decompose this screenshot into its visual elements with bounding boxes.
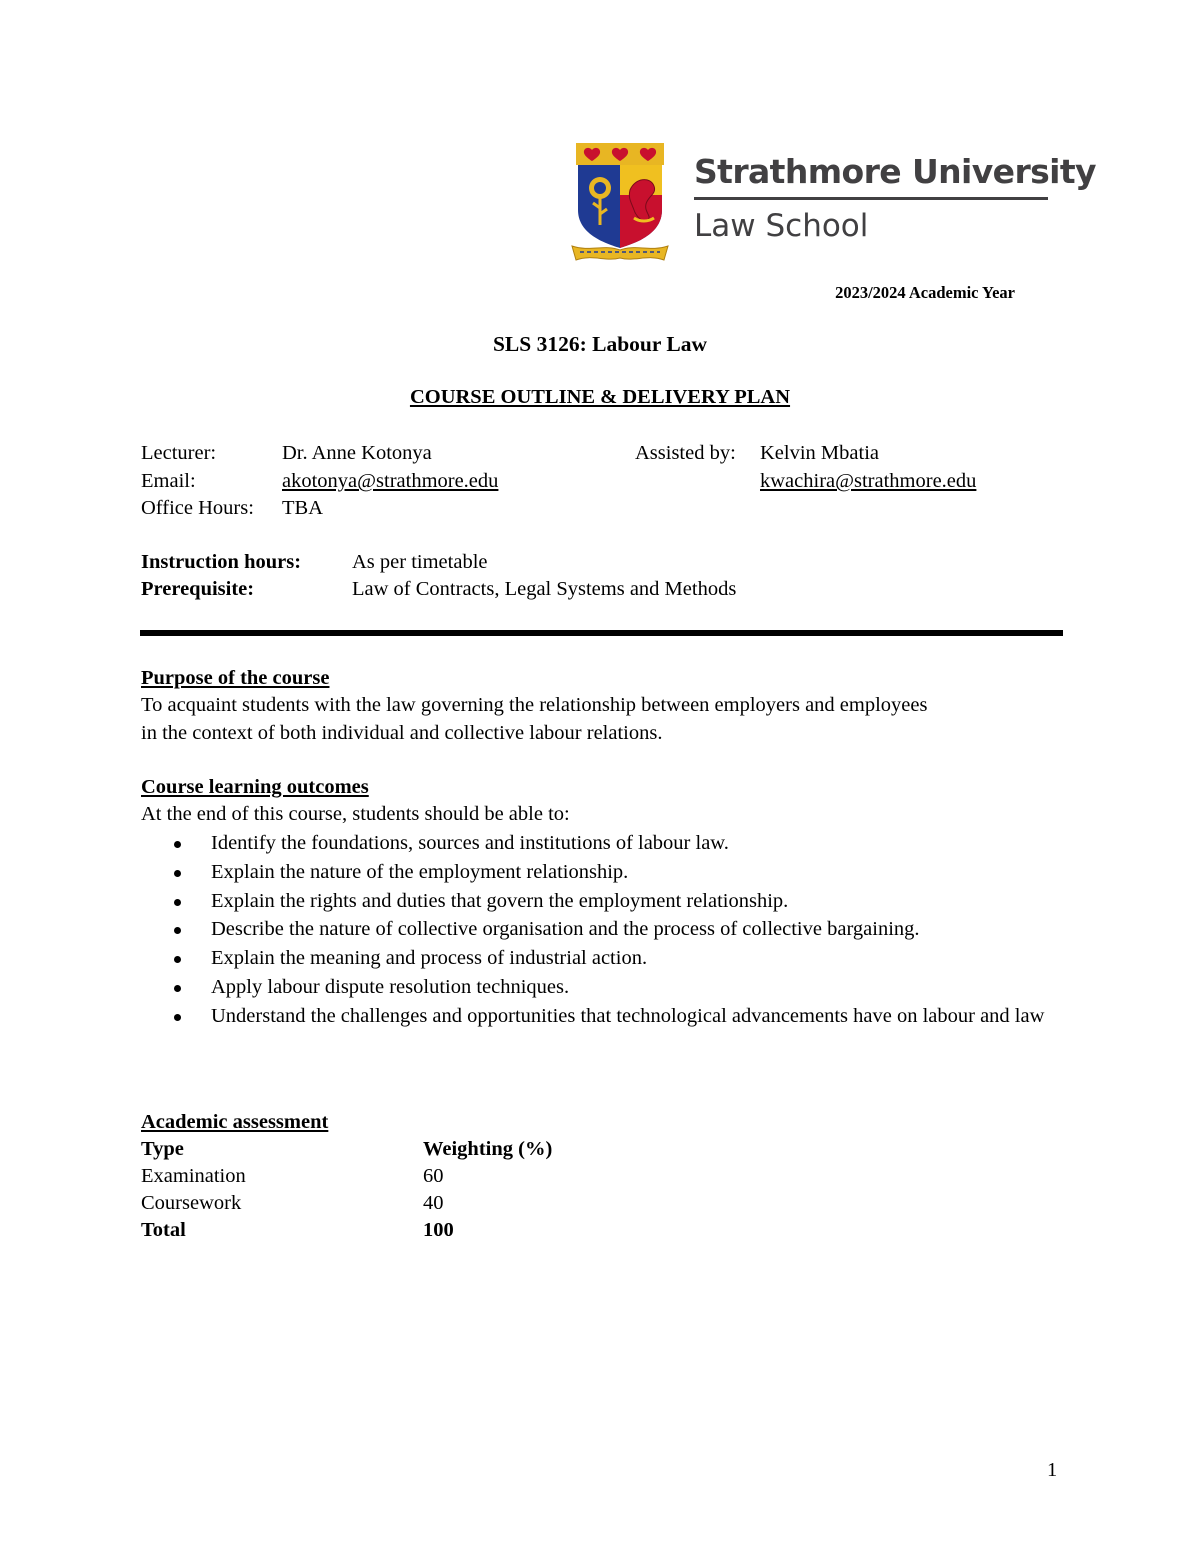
outcomes-heading: Course learning outcomes	[141, 776, 369, 798]
bullet-icon	[174, 927, 181, 934]
university-logo	[570, 140, 1096, 266]
assessment-row-weight: 60	[423, 1165, 444, 1187]
logo-divider	[694, 197, 1048, 200]
academic-year: 2023/2024 Academic Year	[835, 283, 1015, 302]
bullet-icon	[174, 985, 181, 992]
assessment-row-type: Examination	[141, 1165, 246, 1187]
purpose-text-line2: in the context of both individual and collective labour relations.	[141, 722, 663, 744]
assistant-name: Kelvin Mbatia	[760, 442, 879, 464]
list-item	[141, 944, 1061, 973]
list-item	[141, 829, 1061, 858]
outcome-text: Explain the rights and duties that govern the employment relationship.	[211, 889, 789, 912]
bullet-icon	[174, 841, 181, 848]
bullet-icon	[174, 899, 181, 906]
purpose-heading: Purpose of the course	[141, 667, 330, 689]
outcomes-intro: At the end of this course, students should be able to:	[141, 803, 570, 825]
outcomes-list	[141, 829, 1061, 1031]
section-divider	[140, 630, 1063, 636]
university-crest-icon	[570, 140, 670, 266]
prerequisite-value: Law of Contracts, Legal Systems and Methods	[352, 578, 737, 600]
purpose-text-line1: To acquaint students with the law governing the relationship between employers and employees	[141, 694, 928, 716]
bullet-icon	[174, 1014, 181, 1021]
logo-university-name: Strathmore University	[694, 152, 1096, 191]
outcome-text: Apply labour dispute resolution techniques.	[211, 975, 570, 998]
assessment-col-type: Type	[141, 1138, 184, 1160]
list-item	[141, 915, 1061, 944]
instruction-hours-value: As per timetable	[352, 551, 488, 573]
course-title: SLS 3126: Labour Law	[492, 332, 708, 356]
email-label: Email:	[141, 470, 196, 492]
list-item	[141, 858, 1061, 887]
outcome-text: Explain the nature of the employment relationship.	[211, 860, 629, 883]
outline-heading: COURSE OUTLINE & DELIVERY PLAN	[409, 386, 791, 408]
assessment-row-weight: 40	[423, 1192, 444, 1214]
assessment-total-label: Total	[141, 1219, 186, 1241]
assessment-col-weight: Weighting (%)	[423, 1138, 553, 1160]
assistant-email-link[interactable]: kwachira@strathmore.edu	[760, 470, 977, 492]
list-item	[141, 1002, 1061, 1031]
bullet-icon	[174, 956, 181, 963]
list-item	[141, 887, 1061, 916]
outcome-text: Identify the foundations, sources and institutions of labour law.	[211, 832, 729, 854]
bullet-icon	[174, 870, 181, 877]
prerequisite-label: Prerequisite:	[141, 578, 255, 600]
assessment-heading: Academic assessment	[141, 1111, 329, 1133]
outcome-text: Explain the meaning and process of industrial action.	[211, 947, 648, 970]
list-item	[141, 973, 1061, 1002]
lecturer-label: Lecturer:	[141, 442, 217, 464]
assisted-label: Assisted by:	[635, 442, 736, 464]
assessment-row-type: Coursework	[141, 1192, 242, 1214]
outcome-text: Describe the nature of collective organisation and the process of collective bargaining.	[211, 918, 920, 941]
office-hours-label: Office Hours:	[141, 497, 254, 519]
page-number: 1	[1047, 1459, 1058, 1481]
assessment-total-value: 100	[423, 1219, 454, 1241]
lecturer-name: Dr. Anne Kotonya	[282, 442, 432, 464]
office-hours-value: TBA	[282, 497, 323, 519]
outcome-text: Understand the challenges and opportunities that technological advancements have on labour and law	[211, 1004, 1045, 1027]
logo-school-name: Law School	[694, 208, 869, 244]
instruction-hours-label: Instruction hours:	[141, 551, 302, 573]
lecturer-email-link[interactable]: akotonya@strathmore.edu	[282, 470, 499, 492]
